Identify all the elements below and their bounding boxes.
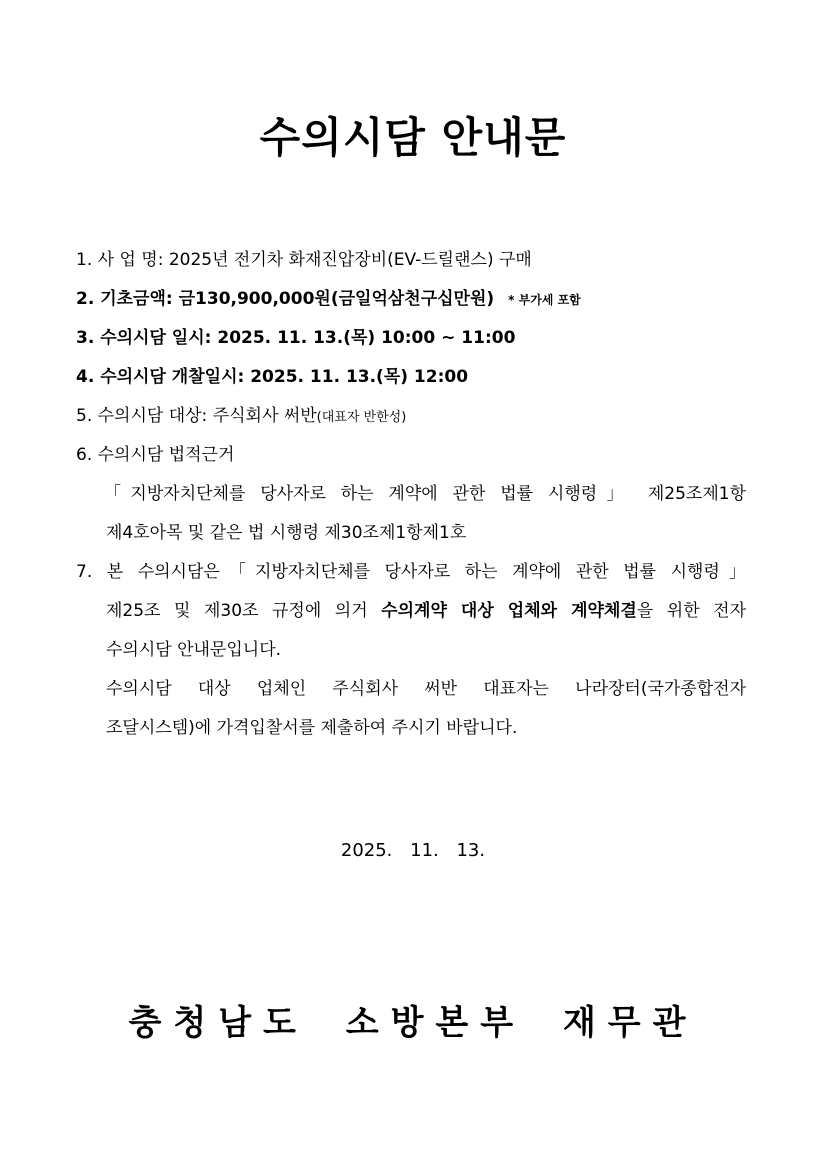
item-opening-datetime: 4. 수의시담 개찰일시: 2025. 11. 13.(목) 12:00	[76, 367, 469, 387]
target-company-text: 5. 수의시담 대상: 주식회사 써반	[76, 406, 317, 426]
notice-line-1-a: 제25조 및 제30조 규정에 의거	[106, 601, 382, 621]
issuing-organization: 충청남도 소방본부 재무관	[128, 1003, 698, 1043]
notice-line-1	[106, 598, 746, 624]
document-title: 수의시담 안내문	[259, 113, 567, 162]
notice-line-4: 조달시스템)에 가격입찰서를 제출하여 주시기 바랍니다.	[106, 718, 518, 738]
item-legal-basis: 6. 수의시담 법적근거	[76, 445, 235, 465]
legal-basis-line-1: 「지방자치단체를 당사자로 하는 계약에 관한 법률 시행령」 제25조제1항	[104, 484, 746, 504]
item-negotiation-datetime: 3. 수의시담 일시: 2025. 11. 13.(목) 10:00 ~ 11:00	[76, 328, 516, 348]
base-price-text: 2. 기초금액: 금130,900,000원(금일억삼천구십만원)	[76, 289, 495, 309]
item-notice-statement: 7. 본 수의시담은「지방자치단체를 당사자로 하는 계약에 관한 법률 시행령」	[76, 562, 746, 582]
notice-line-1-bold: 수의계약 대상 업체와 계약체결	[381, 601, 637, 621]
representative-name: (대표자 반한성)	[316, 410, 407, 425]
legal-basis-line-2: 제4호아목 및 같은 법 시행령 제30조제1항제1호	[106, 523, 467, 543]
notice-line-2: 수의시담 안내문입니다.	[106, 640, 282, 660]
notice-line-3: 수의시담 대상 업체인 주식회사 써반 대표자는 나라장터(국가종합전자	[106, 679, 746, 699]
document-date: 2025. 11. 13.	[340, 840, 486, 861]
item-base-price	[76, 286, 581, 313]
item-project-name: 1. 사 업 명: 2025년 전기차 화재진압장비(EV-드릴랜스) 구매	[76, 250, 532, 270]
notice-line-1-b: 을 위한 전자	[636, 601, 746, 621]
vat-note: * 부가세 포함	[508, 293, 581, 307]
item-target-company	[76, 403, 406, 431]
